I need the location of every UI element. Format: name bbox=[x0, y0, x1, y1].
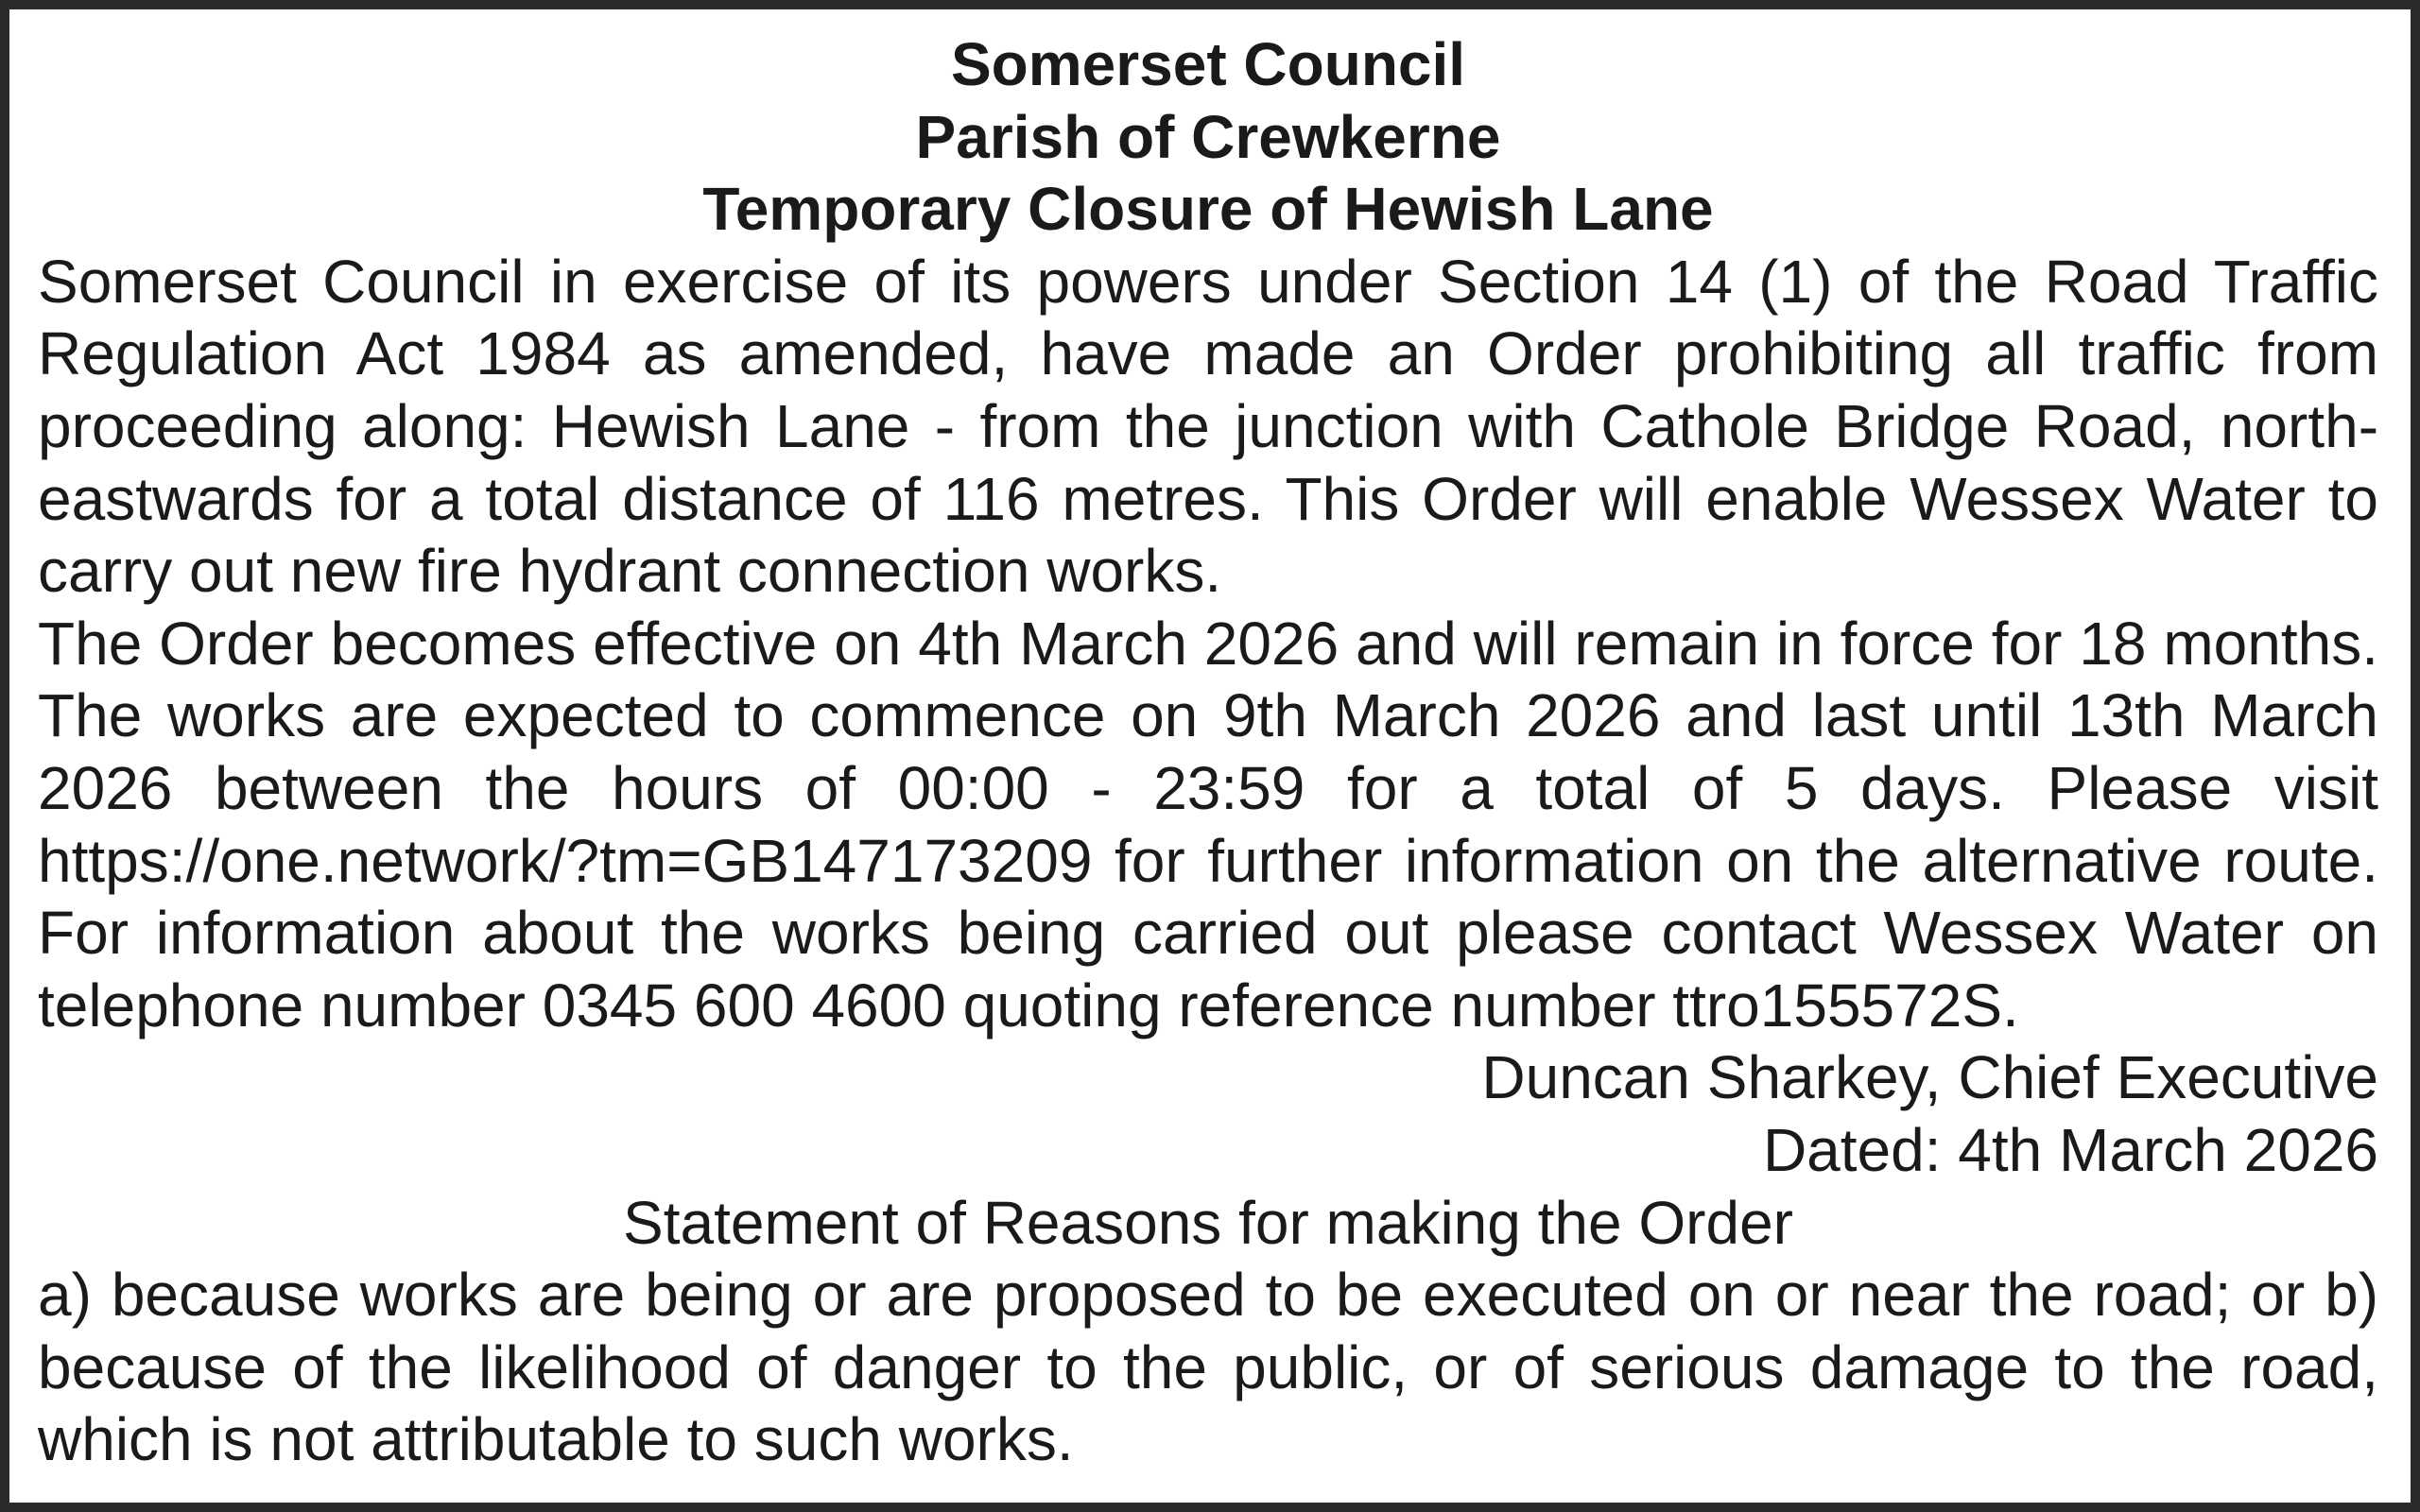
dated-line: Dated: 4th March 2026 bbox=[1762, 1115, 2378, 1184]
order-paragraph: Somerset Council in exercise of its powers under Section 14 (1) of the Road Traffic Regulation Act 1984 as amended, have made an Order prohibiting all traffic from proceeding along: Hewish Lane - from the junction with Cathole Bridge Road, north-eastwards for a total distance of 116 metres. This Order will enable Wessex Water to carry out new fire hydrant connection works. bbox=[38, 247, 2378, 606]
parish-name: Parish of Crewkerne bbox=[915, 102, 1501, 171]
council-name: Somerset Council bbox=[950, 30, 1466, 98]
reasons-text: a) because works are being or are proposed to be executed on or near the road; or b) because of the likelihood of danger to the public, or of serious damage to the road, which is not attributable to such works. bbox=[38, 1261, 2378, 1474]
signatory: Duncan Sharkey, Chief Executive bbox=[1481, 1043, 2378, 1112]
effective-paragraph: The Order becomes effective on 4th March 2026 and will remain in force for 18 months. The works are expected to commence on 9th March 2026 and last until 13th March 2026 between the hours of 00:00 - 23:59 for a total of 5 days. Please visit https://one.network/?tm=GB147173209 for further information on the alternative route. For information about the works being carried out please contact Wessex Water on telephone number 0345 600 4600 quoting reference number ttro155572S. bbox=[38, 609, 2378, 1040]
reasons-heading: Statement of Reasons for making the Order bbox=[623, 1188, 1793, 1257]
notice-title: Temporary Closure of Hewish Lane bbox=[702, 175, 1714, 244]
